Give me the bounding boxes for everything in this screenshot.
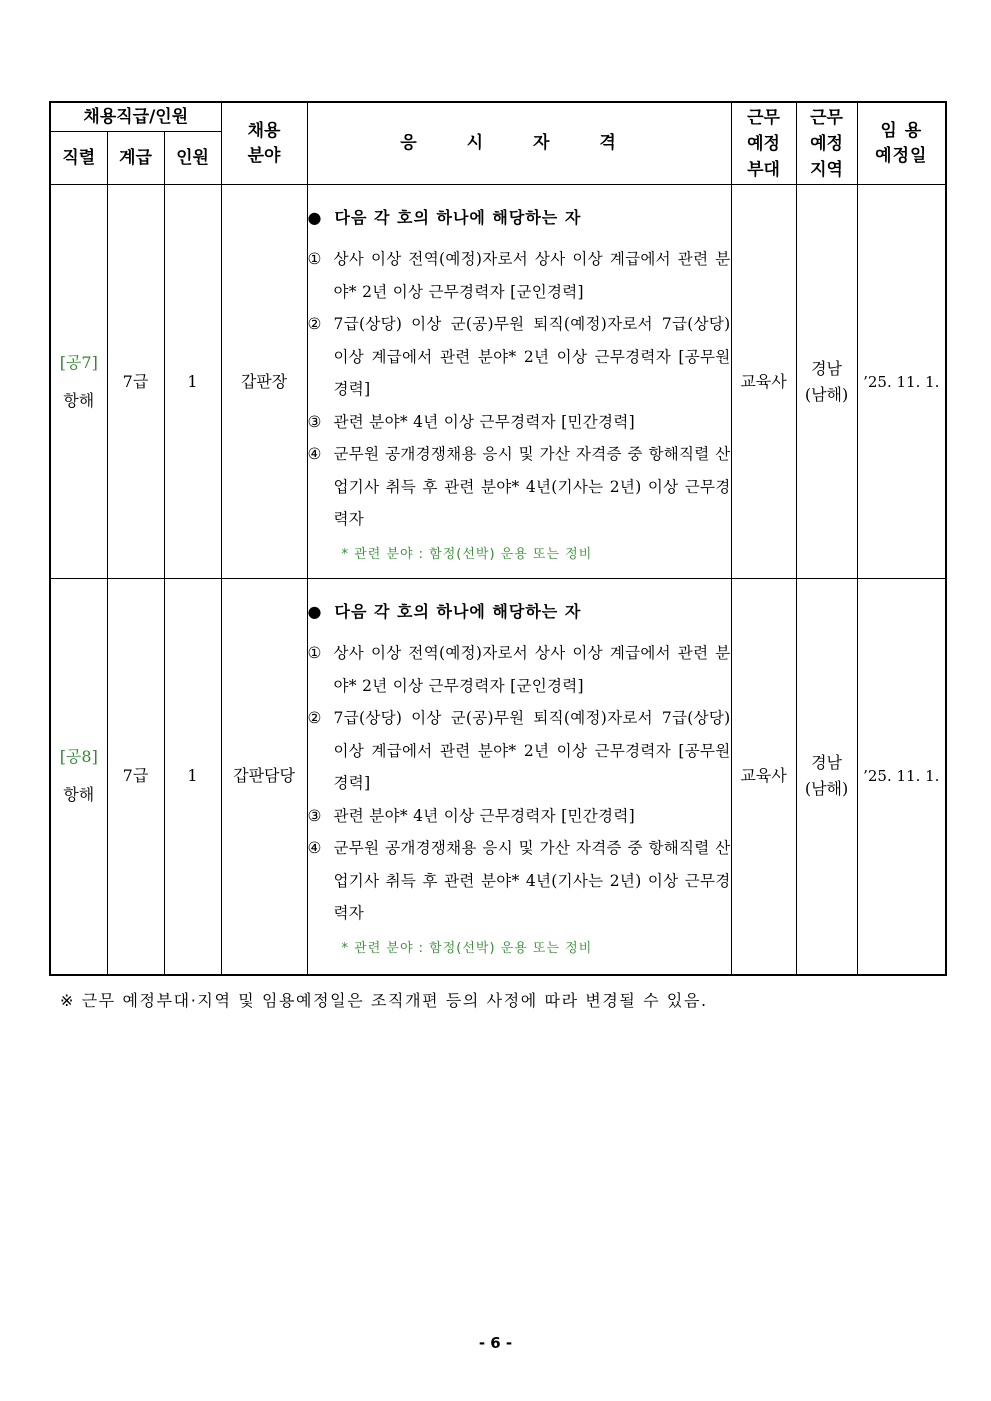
- series-name: 항해: [63, 785, 95, 805]
- header-count: 인원: [164, 132, 221, 185]
- item-number: ①: [307, 644, 322, 662]
- qualification-heading-text: 다음 각 호의 하나에 해당하는 자: [334, 208, 582, 227]
- qualification-item: [308, 832, 731, 930]
- qualification-item: [308, 800, 731, 833]
- date-cell: ’25. 11. 1.: [857, 579, 946, 975]
- date-cell: ’25. 11. 1.: [857, 185, 946, 579]
- header-qualification: 응 시 자 격: [307, 102, 731, 185]
- item-text: 7급(상당) 이상 군(공)무원 퇴직(예정)자로서 7급(상당) 이상 계급에서 관련 분야* 2년 이상 근무경력자 [공무원경력]: [333, 709, 731, 792]
- count-cell: 1: [164, 579, 221, 975]
- item-number: ②: [307, 709, 322, 727]
- qualification-item: [308, 406, 731, 439]
- item-number: ①: [307, 250, 322, 268]
- item-text: 군무원 공개경쟁채용 응시 및 가산 자격증 중 항해직렬 산업기사 취득 후 관련 분야* 4년(기사는 2년) 이상 근무경력자: [333, 445, 731, 528]
- qualification-item: [308, 702, 731, 800]
- header-grade: 계급: [107, 132, 164, 185]
- header-field: [221, 102, 307, 185]
- qualification-item: [308, 308, 731, 406]
- qualification-heading-text: 다음 각 호의 하나에 해당하는 자: [334, 602, 582, 621]
- header-unit: [731, 102, 796, 185]
- item-text: 관련 분야* 4년 이상 근무경력자 [민간경력]: [333, 806, 635, 825]
- field-cell: 갑판장: [221, 185, 307, 579]
- header-date-text: 임 용 예정일: [875, 120, 928, 166]
- series-cell: [50, 579, 107, 975]
- table-row: [50, 185, 946, 579]
- qualification-heading: [308, 205, 731, 231]
- region-cell: [796, 185, 857, 579]
- item-text: 상사 이상 전역(예정)자로서 상사 이상 계급에서 관련 분야* 2년 이상 근무경력자 [군인경력]: [333, 250, 731, 301]
- qualification-note: * 관련 분야 : 함정(선박) 운용 또는 정비: [341, 546, 593, 562]
- item-number: ④: [307, 839, 322, 857]
- item-number: ②: [307, 315, 322, 333]
- position-code: [공8]: [59, 747, 98, 767]
- header-field-text: 채용 분야: [247, 120, 281, 166]
- bullet-icon: ●: [307, 208, 323, 227]
- item-text: 군무원 공개경쟁채용 응시 및 가산 자격증 중 항해직렬 산업기사 취득 후 관련 분야* 4년(기사는 2년) 이상 근무경력자: [333, 839, 731, 922]
- item-text: 상사 이상 전역(예정)자로서 상사 이상 계급에서 관련 분야* 2년 이상 근무경력자 [군인경력]: [333, 644, 731, 695]
- recruitment-table: [49, 101, 947, 976]
- item-text: 관련 분야* 4년 이상 근무경력자 [민간경력]: [333, 412, 635, 431]
- header-region: [796, 102, 857, 185]
- table-row: [50, 579, 946, 975]
- item-text: 7급(상당) 이상 군(공)무원 퇴직(예정)자로서 7급(상당) 이상 계급에서 관련 분야* 2년 이상 근무경력자 [공무원경력]: [333, 315, 731, 398]
- grade-cell: 7급: [107, 579, 164, 975]
- page-number: - 6 -: [478, 1334, 513, 1352]
- header-group-grade-count: 채용직급/인원: [50, 102, 221, 132]
- unit-cell: 교육사: [731, 579, 796, 975]
- qualification-item: [308, 637, 731, 702]
- header-date: [857, 102, 946, 185]
- qualification-heading: [308, 599, 731, 625]
- qualification-cell: [307, 185, 731, 579]
- qualification-cell: [307, 579, 731, 975]
- series-cell: [50, 185, 107, 579]
- field-cell: 갑판담당: [221, 579, 307, 975]
- qualification-item: [308, 438, 731, 536]
- header-region-text: 근무 예정 지역: [810, 107, 843, 180]
- item-number: ④: [307, 445, 322, 463]
- position-code: [공7]: [59, 352, 98, 372]
- item-number: ③: [307, 806, 322, 825]
- series-name: 항해: [63, 390, 95, 410]
- region-cell: [796, 579, 857, 975]
- header-unit-text: 근무 예정 부대: [747, 107, 780, 180]
- region-text: 경남 (남해): [804, 753, 849, 799]
- grade-cell: 7급: [107, 185, 164, 579]
- qualification-item: [308, 243, 731, 308]
- header-series: 직렬: [50, 132, 107, 185]
- count-cell: 1: [164, 185, 221, 579]
- item-number: ③: [307, 412, 322, 431]
- bullet-icon: ●: [307, 602, 323, 621]
- qualification-note: * 관련 분야 : 함정(선박) 운용 또는 정비: [341, 940, 593, 956]
- region-text: 경남 (남해): [804, 358, 849, 404]
- footnote: ※ 근무 예정부대·지역 및 임용예정일은 조직개편 등의 사정에 따라 변경될 수 있음.: [60, 991, 708, 1010]
- unit-cell: 교육사: [731, 185, 796, 579]
